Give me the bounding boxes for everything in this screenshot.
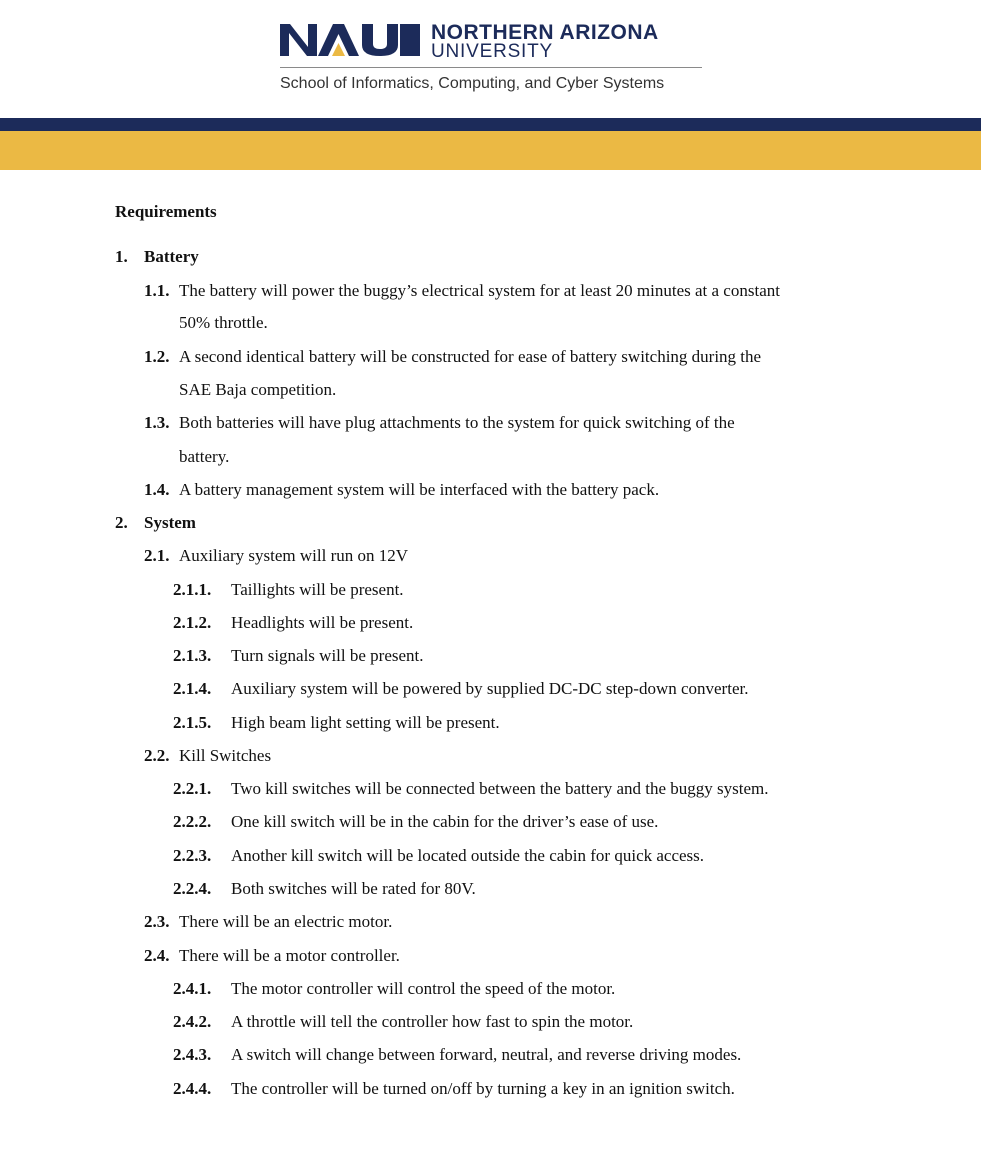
nau-logo-mark — [280, 20, 420, 60]
item-text: Both batteries will have plug attachments to the system for quick switching of the — [179, 413, 735, 432]
item-text: Auxiliary system will run on 12V — [179, 546, 409, 565]
item-number: 2.2. — [144, 746, 170, 765]
section-heading: System — [144, 513, 196, 532]
section-number: 1. — [115, 247, 128, 266]
subitem-text: A throttle will tell the controller how fast to spin the motor. — [231, 1012, 634, 1031]
document-title: Requirements — [115, 202, 217, 221]
subitem-text: Both switches will be rated for 80V. — [231, 879, 476, 898]
subitem-text: High beam light setting will be present. — [231, 713, 500, 732]
logo-university-name: NORTHERN ARIZONA — [431, 21, 659, 44]
section-heading: Battery — [144, 247, 199, 266]
item-text: There will be a motor controller. — [179, 946, 400, 965]
page-header — [0, 0, 981, 118]
item-text: A second identical battery will be constructed for ease of battery switching during the — [179, 347, 762, 366]
subitem-text: A switch will change between forward, neutral, and reverse driving modes. — [231, 1045, 742, 1064]
subitem-text: One kill switch will be in the cabin for the driver’s ease of use. — [231, 812, 659, 831]
logo-divider — [280, 67, 702, 68]
subitem-number: 2.2.3. — [173, 846, 212, 865]
subitem-number: 2.1.2. — [173, 613, 212, 632]
subitem-number: 2.4.2. — [173, 1012, 212, 1031]
subitem-text: Turn signals will be present. — [231, 646, 424, 665]
item-number: 1.2. — [144, 347, 170, 366]
item-text: Kill Switches — [179, 746, 272, 765]
item-number: 2.4. — [144, 946, 170, 965]
section-number: 2. — [115, 513, 128, 532]
subitem-text: The controller will be turned on/off by turning a key in an ignition switch. — [231, 1079, 735, 1098]
item-text: There will be an electric motor. — [179, 912, 393, 931]
subitem-text: Taillights will be present. — [231, 580, 404, 599]
subitem-number: 2.1.5. — [173, 713, 212, 732]
subitem-number: 2.2.2. — [173, 812, 212, 831]
subitem-number: 2.1.1. — [173, 580, 212, 599]
subitem-number: 2.2.4. — [173, 879, 212, 898]
subitem-text: The motor controller will control the speed of the motor. — [231, 979, 616, 998]
header-band-gold — [0, 131, 981, 170]
subitem-number: 2.4.1. — [173, 979, 212, 998]
header-band-navy — [0, 118, 981, 131]
item-number: 2.3. — [144, 912, 170, 931]
item-text-cont: SAE Baja competition. — [179, 380, 337, 399]
item-text: The battery will power the buggy’s electrical system for at least 20 minutes at a constant — [179, 281, 780, 300]
item-number: 1.4. — [144, 480, 170, 499]
subitem-number: 2.1.4. — [173, 679, 212, 698]
item-text-cont: 50% throttle. — [179, 313, 268, 332]
subitem-text: Two kill switches will be connected between the battery and the buggy system. — [231, 779, 769, 798]
item-text: A battery management system will be interfaced with the battery pack. — [179, 480, 660, 499]
subitem-number: 2.2.1. — [173, 779, 212, 798]
subitem-text: Another kill switch will be located outside the cabin for quick access. — [231, 846, 705, 865]
subitem-number: 2.4.4. — [173, 1079, 212, 1098]
school-name: School of Informatics, Computing, and Cyber Systems — [280, 75, 665, 92]
nau-logo — [280, 20, 702, 100]
subitem-number: 2.1.3. — [173, 646, 212, 665]
subitem-number: 2.4.3. — [173, 1045, 212, 1064]
subitem-text: Auxiliary system will be powered by supplied DC-DC step-down converter. — [231, 679, 749, 698]
item-text-cont: battery. — [179, 447, 230, 466]
item-number: 1.3. — [144, 413, 170, 432]
logo-university-word: UNIVERSITY — [431, 41, 554, 62]
item-number: 1.1. — [144, 281, 170, 300]
subitem-text: Headlights will be present. — [231, 613, 414, 632]
item-number: 2.1. — [144, 546, 170, 565]
